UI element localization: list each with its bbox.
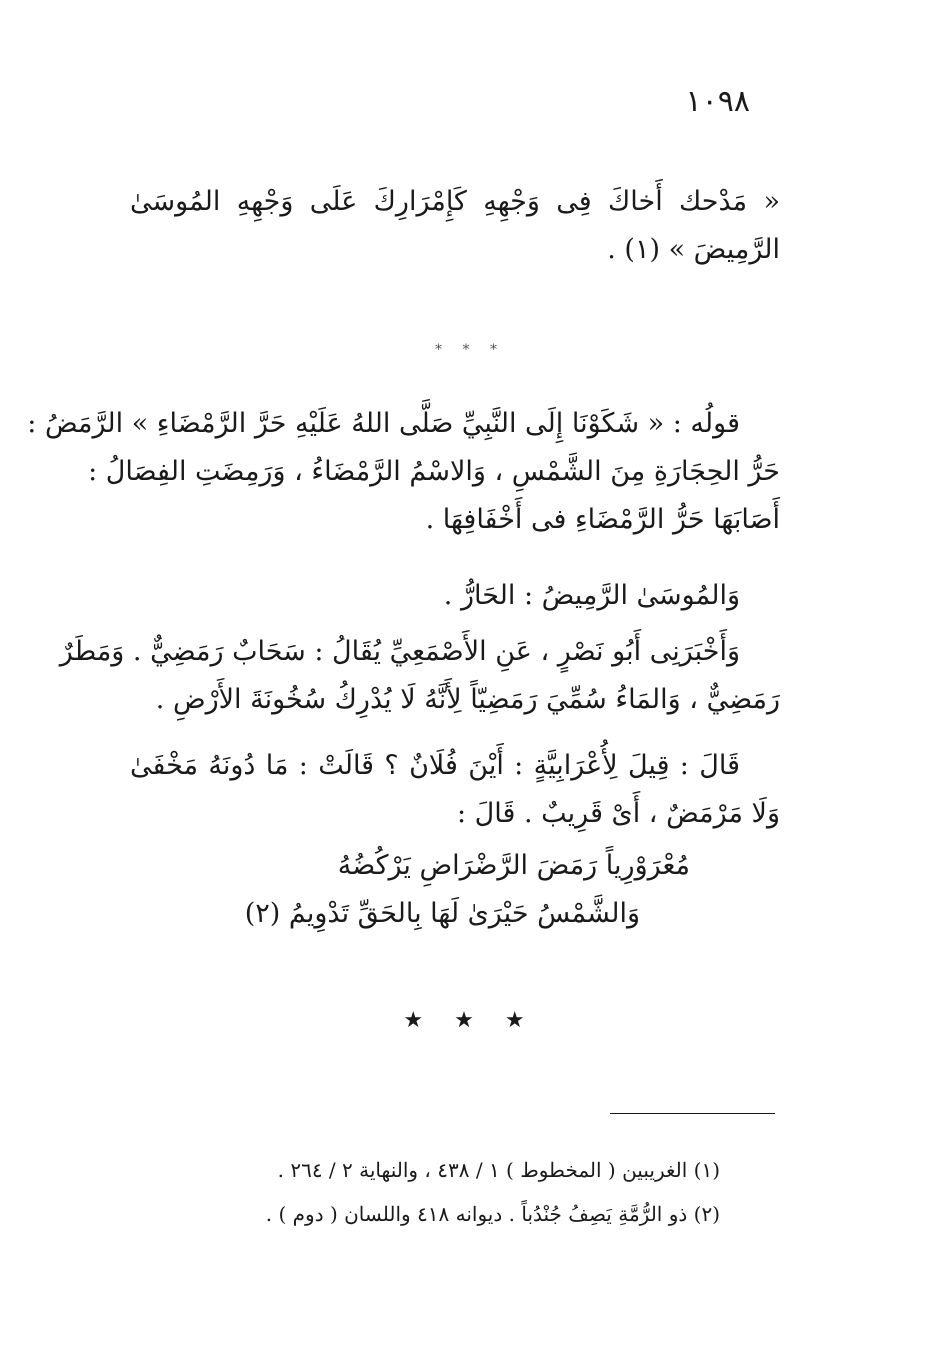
footnotes: [160, 1148, 720, 1236]
verse-line-2: وَالشَّمْسُ حَيْرَىٰ لَهَا بِالحَقِّ تَدْوِيمُ (٢): [244, 898, 640, 929]
paragraph-line: رَمَضِيٌّ ، وَالمَاءُ سُمِّيَ رَمَضِيّاً لِأَنَّهُ لَا يُدْرِكُ سُخُونَةَ الأَرْضِ .: [155, 684, 780, 715]
section-separator-small: * * *: [435, 342, 505, 358]
paragraph-line: حَرُّ الحِجَارَةِ مِنَ الشَّمْسِ ، وَالاسْمُ الرَّمْضَاءُ ، وَرَمِضَتِ الفِصَالُ :: [88, 456, 780, 487]
verse-line-1: مُعْرَوْرِياً رَمَضَ الرَّضْرَاضِ يَرْكُضُهُ: [337, 850, 690, 881]
paragraph-ramad-definition: [27, 400, 780, 544]
paragraph-line: قولُه : « شَكَوْنَا إِلَى النَّبِيِّ صَلَّى اللهُ عَلَيْهِ حَرَّ الرَّمْضَاءِ » الرَّمَضُ :: [27, 408, 740, 439]
paragraph-line: وَالمُوسَىٰ الرَّمِيضُ : الحَارُّ .: [443, 580, 740, 611]
paragraph-line: قَالَ : قِيلَ لِأُعْرَابِيَّةٍ : أَيْنَ فُلَانٌ ؟ قَالَتْ : مَا دُونَهُ مَخْفَىٰ: [130, 750, 740, 781]
footnote-rule: [610, 1113, 775, 1114]
paragraph-line: وَلَا مَرْمَضٌ ، أَىْ قَرِيبٌ . قَالَ :: [456, 798, 780, 829]
paragraph-asmai: [59, 628, 780, 724]
paragraph-arabiyya: [130, 742, 780, 838]
footnote-2: (٢) ذو الرُّمَّةِ يَصِفُ جُنْدُباً . ديوانه ٤١٨ واللسان ( دوم ) .: [265, 1202, 720, 1226]
quote-line-2: الرَّمِيضَ » (١) .: [607, 234, 780, 265]
paragraph-line: أَصَابَهَا حَرُّ الرَّمْضَاءِ فى أَخْفَافِهَا .: [425, 504, 780, 535]
quote-line-1: « مَدْحك أَخاكَ فِى وَجْهِهِ كَإِمْرَارِكَ عَلَى وَجْهِهِ المُوسَىٰ: [130, 186, 780, 217]
footnote-1: (١) الغريبين ( المخطوط ) ١ / ٤٣٨ ، والنهاية ٢ / ٢٦٤ .: [277, 1158, 720, 1182]
paragraph-line: وَأَخْبَرَنِى أَبُو نَصْرٍ ، عَنِ الأَصْمَعِيِّ يُقَالُ : سَحَابٌ رَمَضِيٌّ . وَمَطَرٌ: [59, 636, 740, 667]
hadith-quote: [130, 178, 780, 274]
section-separator-large: ★ ★ ★: [403, 1008, 537, 1033]
page-number: ١٠٩٨: [685, 84, 750, 119]
paragraph-musa: [130, 572, 780, 620]
